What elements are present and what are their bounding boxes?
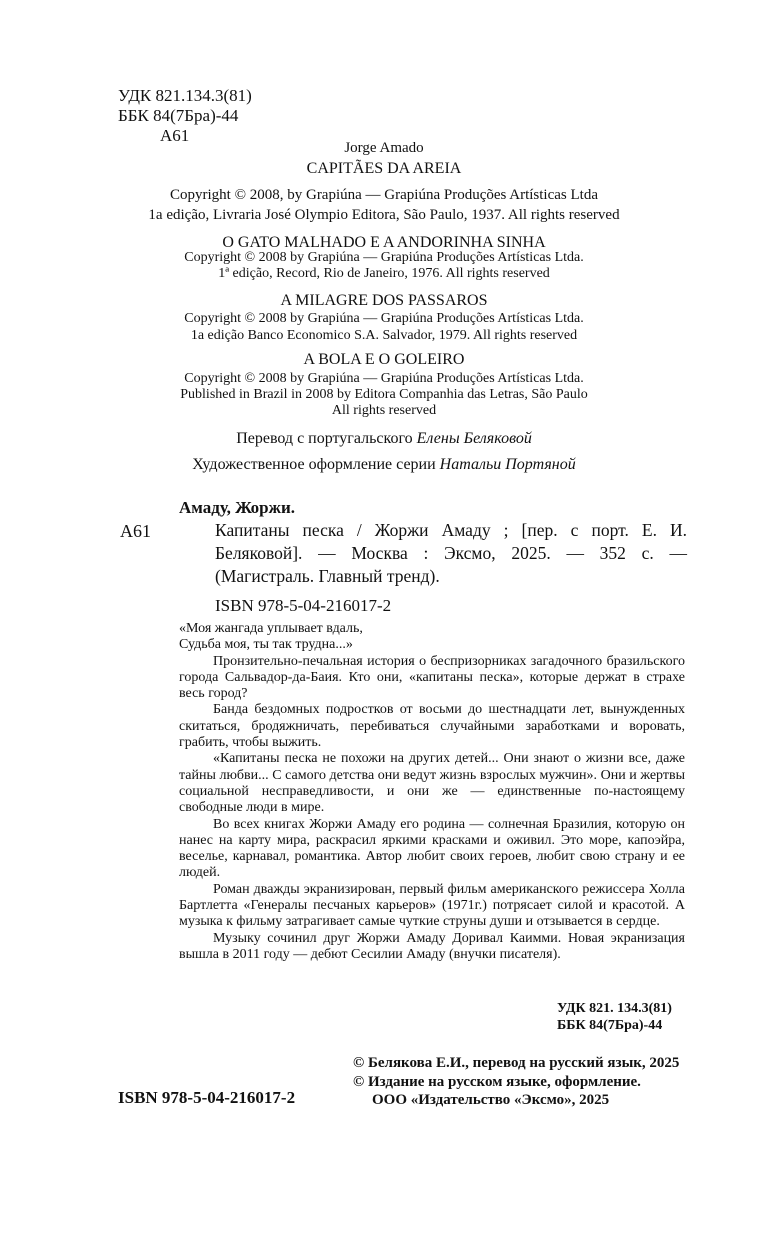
- work-edition-line: 1ª edição, Record, Rio de Janeiro, 1976. All rights reserved: [218, 266, 550, 281]
- work-title: O GATO MALHADO E A ANDORINHA SINHA: [222, 234, 546, 251]
- annotation-paragraph: «Капитаны песка не похожи на других детей... Они знают о жизни все, даже тайны любви... С самого детства они ведут жизнь взрослых мужчин». Они и жертвы социальной несправедливости, и они же — единственные по-настоящему свободные люди в мире.: [179, 751, 685, 816]
- work-copyright-line: Copyright © 2008 by Grapiúna — Grapiúna Produções Artísticas Ltda.: [184, 311, 584, 326]
- footer-udk: УДК 821. 134.3(81): [557, 1001, 672, 1016]
- work-edition-line: Published in Brazil in 2008 by Editora Companhia das Letras, São Paulo: [180, 387, 588, 402]
- translation-credit: [0, 429, 768, 448]
- work-title: A MILAGRE DOS PASSAROS: [280, 292, 488, 309]
- work-title: A BOLA E O GOLEIRO: [303, 351, 465, 368]
- work-copyright-line: Copyright © 2008 by Grapiúna — Grapiúna Produções Artísticas Ltda.: [184, 250, 584, 265]
- annotation-paragraph: Во всех книгах Жоржи Амаду его родина — солнечная Бразилия, которую он нанес на карту мира, раскрасил яркими красками и оживил. Это море, капоэйра, веселье, карнавал, романтика. Автор любит своих героев, любит свою страну и ее людей.: [179, 816, 685, 881]
- original-copyright: Copyright © 2008, by Grapiúna — Grapiúna Produções Artísticas Ltda: [170, 187, 598, 203]
- annotation-paragraph: Банда бездомных подростков от восьми до шестнадцати лет, вынужденных скитаться, бродяжничать, перебиваться случайными заработками и воровать, грабить, чтобы выжить.: [179, 702, 685, 751]
- bib-isbn: ISBN 978-5-04-216017-2: [215, 596, 392, 615]
- bbk-code: ББК 84(7Бра)-44: [118, 106, 239, 125]
- epigraph-line: «Моя жангада уплывает вдаль,: [179, 621, 363, 636]
- annotation-paragraph: Музыку сочинил друг Жоржи Амаду Доривал Каимми. Новая экранизация вышла в 2011 году — дебют Сесилии Амаду (внучки писателя).: [179, 930, 685, 962]
- design-credit: [0, 455, 768, 474]
- design-prefix: Художественное оформление серии: [192, 456, 440, 473]
- footer-isbn: ISBN 978-5-04-216017-2: [118, 1088, 296, 1107]
- original-author: Jorge Amado: [344, 140, 424, 156]
- footer-bbk: ББК 84(7Бра)-44: [557, 1018, 663, 1033]
- epigraph-line: Судьба моя, ты так трудна...»: [179, 637, 353, 653]
- bib-author-mark: А61: [120, 521, 151, 541]
- author-mark: А61: [160, 126, 190, 145]
- udk-code: УДК 821.134.3(81): [118, 86, 252, 105]
- bib-author-heading: Амаду, Жоржи.: [179, 498, 295, 517]
- work-rights-line: All rights reserved: [331, 403, 437, 418]
- designer-name: Натальи Портяной: [439, 456, 576, 473]
- annotation-paragraph: Пронзительно-печальная история о беспризорниках загадочного бразильского города Сальвадор-да-Баия. Кто они, «капитаны песка», которые держат в страхе весь город?: [179, 653, 685, 702]
- annotation-paragraph: Роман дважды экранизирован, первый фильм американского режиссера Холла Бартлетта «Генералы песчаных карьеров» (1971г.) потрясает силой и красотой. А музыка к фильму затрагивает самые чуткие струны души и отзывается в сердце.: [179, 881, 685, 930]
- bib-entry: Капитаны песка / Жоржи Амаду ; [пер. с порт. Е. И. Беляковой]. — Москва : Эксмо, 2025. — 352 с. — (Магистраль. Главный тренд).: [215, 520, 687, 586]
- translator-name: Елены Беляковой: [416, 430, 532, 447]
- original-edition: 1a edição, Livraria José Olympio Editora, São Paulo, 1937. All rights reserved: [148, 207, 620, 223]
- annotation: [179, 621, 685, 963]
- copyright-translation: © Белякова Е.И., перевод на русский язык, 2025: [353, 1055, 680, 1071]
- work-copyright-line: Copyright © 2008 by Grapiúna — Grapiúna Produções Artísticas Ltda.: [184, 371, 584, 386]
- copyright-edition: © Издание на русском языке, оформление.: [353, 1074, 641, 1090]
- translation-prefix: Перевод с португальского: [236, 430, 417, 447]
- original-title: CAPITÃES DA AREIA: [306, 160, 462, 177]
- work-edition-line: 1a edição Banco Economico S.A. Salvador, 1979. All rights reserved: [190, 328, 578, 343]
- publisher-copyright: ООО «Издательство «Эксмо», 2025: [372, 1092, 610, 1108]
